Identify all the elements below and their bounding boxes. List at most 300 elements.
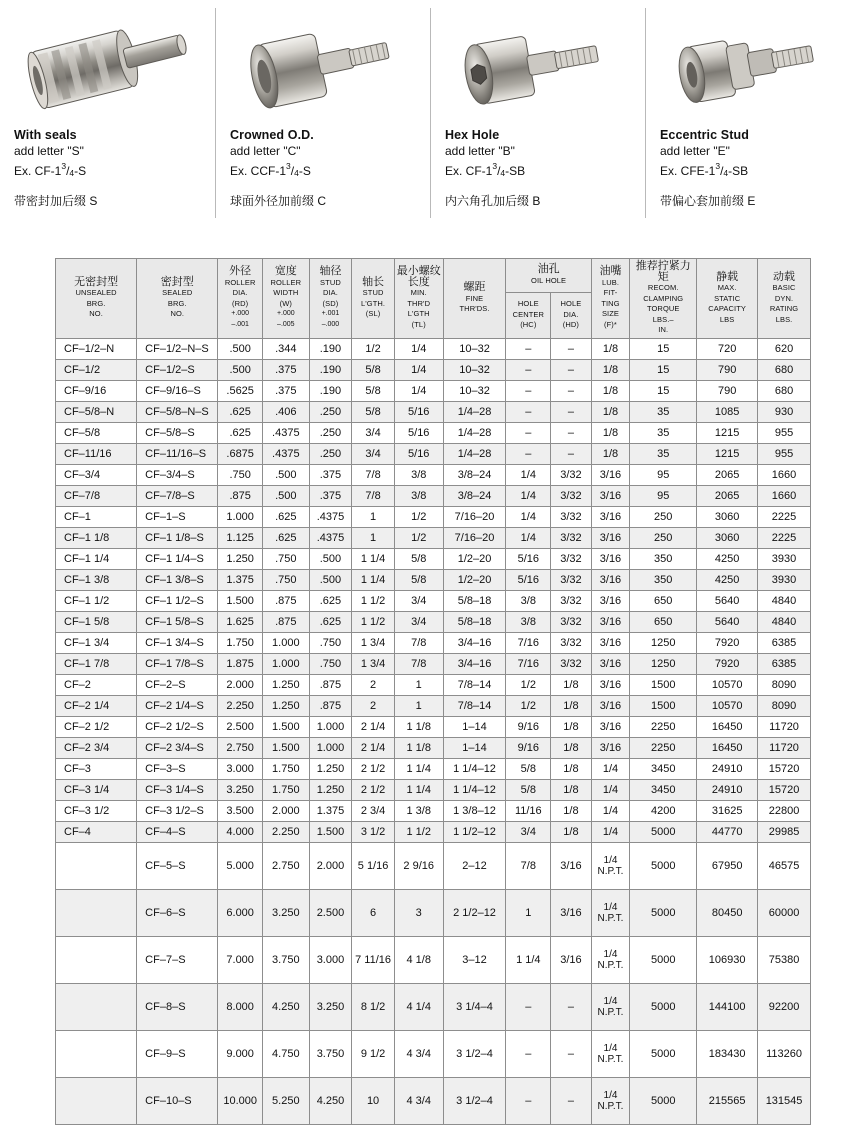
cell-part-number: CF–11/16 — [56, 443, 137, 464]
cell-value: .5625 — [218, 380, 263, 401]
cell-value: 3/16 — [591, 653, 630, 674]
variant-title: With seals — [14, 128, 77, 142]
cell-value: 350 — [630, 548, 697, 569]
cell-value: 3/16 — [591, 548, 630, 569]
cell-value: .500 — [309, 569, 352, 590]
cell-value: 131545 — [758, 1077, 811, 1124]
cell-value: 2 1/4 — [352, 737, 395, 758]
cell-value: 7/8–14 — [443, 695, 506, 716]
cell-value: 3/16 — [591, 464, 630, 485]
cell-value: 5/8–18 — [443, 590, 506, 611]
cell-value: – — [551, 983, 592, 1030]
cell-value: 24910 — [697, 758, 758, 779]
cell-value: 930 — [758, 401, 811, 422]
cell-value: 3/8 — [394, 464, 443, 485]
cell-part-number: CF–3 1/4–S — [137, 779, 218, 800]
variant-chinese: 内六角孔加后缀 B — [445, 194, 541, 208]
table-row — [56, 632, 811, 653]
table-row — [56, 464, 811, 485]
cell-part-number: CF–1 3/4–S — [137, 632, 218, 653]
cell-value: 11720 — [758, 716, 811, 737]
cell-value: 4250 — [697, 548, 758, 569]
cell-value: 3/4 — [352, 443, 395, 464]
cell-value: 8090 — [758, 695, 811, 716]
cell-value: 10–32 — [443, 380, 506, 401]
cell-value: – — [551, 338, 592, 359]
cell-value: 29985 — [758, 821, 811, 842]
variant-line2: Ex. $CF-1^3/_4-SB$ — [445, 161, 526, 178]
cell-value: 5/16 — [394, 401, 443, 422]
cell-value: 7.000 — [218, 936, 263, 983]
cell-value: 1/2 — [506, 695, 551, 716]
th-sealed — [137, 259, 218, 339]
cell-value: 3/16 — [551, 936, 592, 983]
cell-value: 1/4 N.P.T. — [591, 936, 630, 983]
table-row — [56, 485, 811, 506]
table-row — [56, 936, 811, 983]
cell-value: 1 1/4 — [394, 758, 443, 779]
cell-value: 2.500 — [218, 716, 263, 737]
eccentric-stud-icon — [660, 8, 846, 120]
cell-value: 2225 — [758, 506, 811, 527]
cell-value: – — [506, 1077, 551, 1124]
cell-value: 67950 — [697, 842, 758, 889]
cell-value: 144100 — [697, 983, 758, 1030]
cell-value: 1 — [394, 695, 443, 716]
cell-value: 22800 — [758, 800, 811, 821]
cell-part-number: CF–1 5/8 — [56, 611, 137, 632]
cell-value: 75380 — [758, 936, 811, 983]
cell-value: 5/16 — [506, 569, 551, 590]
variant-line2-prefix: Ex. CF-1 — [14, 164, 62, 178]
cell-value: 31625 — [697, 800, 758, 821]
cell-value: 4.000 — [218, 821, 263, 842]
cell-value: 790 — [697, 380, 758, 401]
cell-value: 15 — [630, 380, 697, 401]
variant-line1: add letter "B" — [445, 144, 515, 158]
th-hole-dia — [551, 292, 592, 338]
cell-value: 3/16 — [551, 889, 592, 936]
table-row — [56, 716, 811, 737]
cell-value: 2–12 — [443, 842, 506, 889]
cell-value: 1/2 — [352, 338, 395, 359]
cell-value: 720 — [697, 338, 758, 359]
cell-value: 5/8 — [352, 380, 395, 401]
cell-value: 1 3/4 — [352, 653, 395, 674]
variant-line2-prefix: Ex. CFE-1 — [660, 164, 716, 178]
cell-value: 1.750 — [262, 758, 309, 779]
cell-value: 9.000 — [218, 1030, 263, 1077]
table-row — [56, 506, 811, 527]
cell-value: 3/16 — [591, 695, 630, 716]
th-en: MIN. THR'D L'GTH (TL) — [407, 288, 431, 329]
cell-value: .6875 — [218, 443, 263, 464]
th-thread-pitch — [443, 259, 506, 339]
cell-value: – — [506, 422, 551, 443]
th-cn: 外径 — [229, 265, 252, 278]
cell-part-number: CF–2 3/4–S — [137, 737, 218, 758]
cell-value: .4375 — [262, 443, 309, 464]
cell-part-number: CF–7/8 — [56, 485, 137, 506]
cell-value: 1 — [352, 527, 395, 548]
variant-chinese: 球面外径加前缀 C — [230, 194, 327, 208]
cell-value: 1.125 — [218, 527, 263, 548]
cell-value: .875 — [262, 611, 309, 632]
cell-value: 1/4 — [506, 464, 551, 485]
cell-value: .750 — [218, 464, 263, 485]
cell-value: – — [506, 380, 551, 401]
cell-value: 3/8 — [506, 590, 551, 611]
cell-value: 1/4 — [506, 485, 551, 506]
cell-value: 1/4 — [591, 758, 630, 779]
cell-part-number: CF–4–S — [137, 821, 218, 842]
cell-part-number: CF–3/4–S — [137, 464, 218, 485]
th-static-capacity — [697, 259, 758, 339]
cell-value: 2225 — [758, 527, 811, 548]
cell-value: 8 1/2 — [352, 983, 395, 1030]
cell-value: 1 3/8 — [394, 800, 443, 821]
variant-line1: add letter "S" — [14, 144, 84, 158]
variant-chinese: 带偏心套加前缀 E — [660, 194, 756, 208]
cell-value: 3.250 — [309, 983, 352, 1030]
cell-value: 15720 — [758, 758, 811, 779]
cell-value: .406 — [262, 401, 309, 422]
table-row — [56, 821, 811, 842]
th-dynamic-rating — [758, 259, 811, 339]
variant-chinese: 带密封加后缀 S — [14, 194, 98, 208]
table-row — [56, 758, 811, 779]
cell-part-number — [56, 1077, 137, 1124]
cell-value: .625 — [262, 506, 309, 527]
cell-value: 1/8 — [591, 443, 630, 464]
th-cn: 密封型 — [160, 275, 194, 288]
cell-part-number: CF–1 3/8 — [56, 569, 137, 590]
th-stud-dia — [309, 259, 352, 339]
cell-value: 1250 — [630, 632, 697, 653]
cell-value: 1500 — [630, 695, 697, 716]
cell-value: 95 — [630, 485, 697, 506]
cell-value: 1215 — [697, 422, 758, 443]
cell-value: 3/32 — [551, 485, 592, 506]
cell-part-number: CF–2–S — [137, 674, 218, 695]
cell-value: 60000 — [758, 889, 811, 936]
cell-value: 3.750 — [262, 936, 309, 983]
variant-line2: Ex. $CF-1^3/_4-S$ — [14, 161, 87, 178]
cell-value: .190 — [309, 359, 352, 380]
cell-value: .750 — [262, 548, 309, 569]
th-en: STUD DIA. (SD) — [320, 277, 341, 308]
th-en: ROLLER DIA. (RD) — [224, 277, 256, 308]
cell-value: 7/16–20 — [443, 527, 506, 548]
variant-line2-suffix: -SB — [728, 164, 749, 178]
cell-value: 2065 — [697, 464, 758, 485]
variant-line2: Ex. CCF-$1^3/_4-S$ — [230, 161, 311, 178]
cell-value: 2.000 — [262, 800, 309, 821]
cell-value: 1/8 — [591, 359, 630, 380]
table-row — [56, 380, 811, 401]
cell-value: 10570 — [697, 674, 758, 695]
cell-part-number: CF–2 — [56, 674, 137, 695]
cell-value: 1 1/4 — [394, 779, 443, 800]
variant-frac-num: 3 — [492, 161, 498, 171]
cell-value: 1.375 — [218, 569, 263, 590]
cell-value: 5000 — [630, 821, 697, 842]
cell-value: – — [506, 443, 551, 464]
cell-value: 5/16 — [394, 443, 443, 464]
cell-value: 1 3/8–12 — [443, 800, 506, 821]
cell-value: 3450 — [630, 758, 697, 779]
cell-value: – — [506, 338, 551, 359]
cell-part-number: CF–7–S — [137, 936, 218, 983]
cell-value: 6385 — [758, 632, 811, 653]
cell-value: 2 1/2 — [352, 758, 395, 779]
table-row — [56, 401, 811, 422]
cell-part-number: CF–7/8–S — [137, 485, 218, 506]
cell-value: 113260 — [758, 1030, 811, 1077]
cell-value: 1/4 N.P.T. — [591, 842, 630, 889]
table-row — [56, 737, 811, 758]
cell-value: 3.500 — [218, 800, 263, 821]
cell-value: .190 — [309, 338, 352, 359]
th-cn: 轴径 — [319, 265, 342, 278]
header-row — [56, 259, 811, 293]
table-row — [56, 800, 811, 821]
cell-value: 3/4 — [506, 821, 551, 842]
cell-value: 2.250 — [218, 695, 263, 716]
table-row — [56, 611, 811, 632]
table-row — [56, 674, 811, 695]
cell-value: 680 — [758, 359, 811, 380]
cell-value: 7/8 — [506, 842, 551, 889]
cell-value: 1/8 — [551, 758, 592, 779]
cell-value: .4375 — [309, 506, 352, 527]
cell-value: 5000 — [630, 936, 697, 983]
cell-value: 3 1/2 — [352, 821, 395, 842]
cell-value: 3060 — [697, 527, 758, 548]
cell-part-number — [56, 936, 137, 983]
cell-value: 3/32 — [551, 464, 592, 485]
cell-value: 2 1/4 — [352, 716, 395, 737]
cell-part-number: CF–1 1/4 — [56, 548, 137, 569]
cell-value: 7920 — [697, 632, 758, 653]
cell-value: 1 1/2 — [352, 611, 395, 632]
cell-part-number: CF–1 — [56, 506, 137, 527]
cell-value: 44770 — [697, 821, 758, 842]
th-cn: 油嘴 — [599, 265, 622, 278]
cell-value: .500 — [309, 548, 352, 569]
cell-value: 3.250 — [262, 889, 309, 936]
th-cn: 动载 — [773, 270, 796, 283]
cell-value: 7 11/16 — [352, 936, 395, 983]
cell-part-number: CF–3 1/4 — [56, 779, 137, 800]
cell-value: 35 — [630, 401, 697, 422]
cell-part-number: CF–1/2–N — [56, 338, 137, 359]
th-min-thread-length — [394, 259, 443, 339]
cell-value: 2 1/2 — [352, 779, 395, 800]
cell-value: – — [551, 359, 592, 380]
cell-value: 3/8 — [506, 611, 551, 632]
cell-value: 15 — [630, 338, 697, 359]
cell-value: – — [551, 443, 592, 464]
cell-value: 4 3/4 — [394, 1030, 443, 1077]
cell-value: 1/4 — [506, 527, 551, 548]
cell-value: 3/16 — [591, 737, 630, 758]
variant-title: Eccentric Stud — [660, 128, 749, 142]
cell-part-number: CF–5/8–S — [137, 422, 218, 443]
cell-value: 1/8 — [551, 695, 592, 716]
cell-part-number — [56, 1030, 137, 1077]
cell-value: 1 1/4–12 — [443, 779, 506, 800]
cell-part-number: CF–2 1/4 — [56, 695, 137, 716]
cell-value: 350 — [630, 569, 697, 590]
cell-value: 5640 — [697, 590, 758, 611]
cell-value: 5000 — [630, 1030, 697, 1077]
cell-value: 10–32 — [443, 359, 506, 380]
cell-part-number: CF–6–S — [137, 889, 218, 936]
variant-title: Hex Hole — [445, 128, 500, 142]
cell-value: 1 3/4 — [352, 632, 395, 653]
cell-value: 1/2 — [394, 527, 443, 548]
cell-value: 1.375 — [309, 800, 352, 821]
cell-value: 1.000 — [262, 653, 309, 674]
table-row — [56, 338, 811, 359]
hex-hole-icon — [445, 8, 631, 120]
cell-value: .190 — [309, 380, 352, 401]
cell-value: 7/8 — [394, 653, 443, 674]
specification-table — [55, 258, 811, 1125]
th-cn: 推荐拧紧力矩 — [635, 260, 691, 283]
cell-value: 1/4 — [394, 338, 443, 359]
cell-value: 5/16 — [394, 422, 443, 443]
cell-value: 4200 — [630, 800, 697, 821]
variant-title: Crowned O.D. — [230, 128, 314, 142]
th-en: HOLE DIA. (HD) — [560, 299, 582, 330]
table-body — [56, 338, 811, 1124]
cell-value: 1/4 — [394, 359, 443, 380]
variant-line2-prefix: Ex. CF-1 — [445, 164, 493, 178]
cell-value: 1.625 — [218, 611, 263, 632]
cell-part-number — [56, 983, 137, 1030]
cell-value: 35 — [630, 422, 697, 443]
cell-value: – — [506, 359, 551, 380]
th-en: BASIC DYN. RATING LBS. — [769, 283, 799, 324]
cell-value: 680 — [758, 380, 811, 401]
th-cn: 静载 — [716, 270, 739, 283]
cell-value: 1/8 — [551, 779, 592, 800]
cell-value: 2.000 — [218, 674, 263, 695]
cell-value: 3/4 — [394, 611, 443, 632]
cell-value: .750 — [309, 632, 352, 653]
cell-value: 2.000 — [309, 842, 352, 889]
th-clamping-torque — [630, 259, 697, 339]
cell-value: 1.500 — [218, 590, 263, 611]
cell-value: .500 — [262, 464, 309, 485]
cell-part-number: CF–1 3/8–S — [137, 569, 218, 590]
th-stud-length — [352, 259, 395, 339]
cell-value: 15720 — [758, 779, 811, 800]
cell-value: 3 1/2–4 — [443, 1077, 506, 1124]
cell-value: 3/32 — [551, 569, 592, 590]
th-en: SEALED BRG. NO. — [162, 288, 193, 319]
cell-value: 7/8–14 — [443, 674, 506, 695]
variant-line2-suffix: -S — [298, 164, 311, 178]
cell-value: – — [551, 1030, 592, 1077]
th-sub: +.000 –.005 — [276, 310, 295, 328]
table-row — [56, 569, 811, 590]
cell-value: 3 1/4–4 — [443, 983, 506, 1030]
cell-value: 1 1/2 — [352, 590, 395, 611]
table-row — [56, 983, 811, 1030]
cell-value: 3/16 — [591, 506, 630, 527]
cell-value: 2250 — [630, 737, 697, 758]
cell-part-number: CF–1 7/8 — [56, 653, 137, 674]
cell-value: 1.875 — [218, 653, 263, 674]
variant-line2-prefix: Ex. CCF-1 — [230, 164, 287, 178]
cell-value: .250 — [309, 422, 352, 443]
cell-value: .625 — [309, 590, 352, 611]
cell-value: 3.750 — [309, 1030, 352, 1077]
cell-value: 2065 — [697, 485, 758, 506]
cell-value: 1500 — [630, 674, 697, 695]
th-en: LUB. FIT- TING SIZE (F)* — [601, 277, 620, 329]
cell-value: 3.250 — [218, 779, 263, 800]
cell-part-number: CF–5/8 — [56, 422, 137, 443]
cell-part-number: CF–1–S — [137, 506, 218, 527]
table-row — [56, 1077, 811, 1124]
cell-value: 1/2–20 — [443, 548, 506, 569]
th-en: MAX. STATIC CAPACITY LBS — [708, 283, 747, 324]
cell-value: 5/8 — [506, 758, 551, 779]
cell-value: 1.250 — [309, 758, 352, 779]
cell-value: – — [551, 401, 592, 422]
cell-value: 1 1/4 — [352, 548, 395, 569]
cell-value: 3 — [394, 889, 443, 936]
cell-value: 4.250 — [262, 983, 309, 1030]
cell-value: 1.750 — [218, 632, 263, 653]
cell-value: 1.250 — [262, 674, 309, 695]
cell-value: 3930 — [758, 569, 811, 590]
cell-value: 1/8 — [551, 674, 592, 695]
cell-value: 3/16 — [591, 716, 630, 737]
cell-value: 2.750 — [218, 737, 263, 758]
th-cn: 油孔 — [537, 263, 560, 276]
cell-value: 10.000 — [218, 1077, 263, 1124]
cell-value: 215565 — [697, 1077, 758, 1124]
cell-value: 2 1/2–12 — [443, 889, 506, 936]
cell-value: 6 — [352, 889, 395, 936]
cell-part-number: CF–5/8–N–S — [137, 401, 218, 422]
cell-value: 2.250 — [262, 821, 309, 842]
cell-value: 1–14 — [443, 737, 506, 758]
cell-value: 1660 — [758, 485, 811, 506]
cell-value: 1/4 — [591, 800, 630, 821]
cell-value: 1/8 — [551, 716, 592, 737]
cell-value: 4840 — [758, 590, 811, 611]
cell-value: 3/32 — [551, 548, 592, 569]
th-cn: 无密封型 — [74, 275, 119, 288]
cell-part-number: CF–3 1/2 — [56, 800, 137, 821]
cell-value: 1/2 — [394, 506, 443, 527]
variant-line1: add letter "C" — [230, 144, 301, 158]
cell-value: 11720 — [758, 737, 811, 758]
cell-value: – — [506, 983, 551, 1030]
cell-value: 1660 — [758, 464, 811, 485]
table-row — [56, 695, 811, 716]
cell-value: 3/8–24 — [443, 464, 506, 485]
cell-value: 1/8 — [551, 737, 592, 758]
cell-value: 16450 — [697, 716, 758, 737]
cell-value: .875 — [218, 485, 263, 506]
